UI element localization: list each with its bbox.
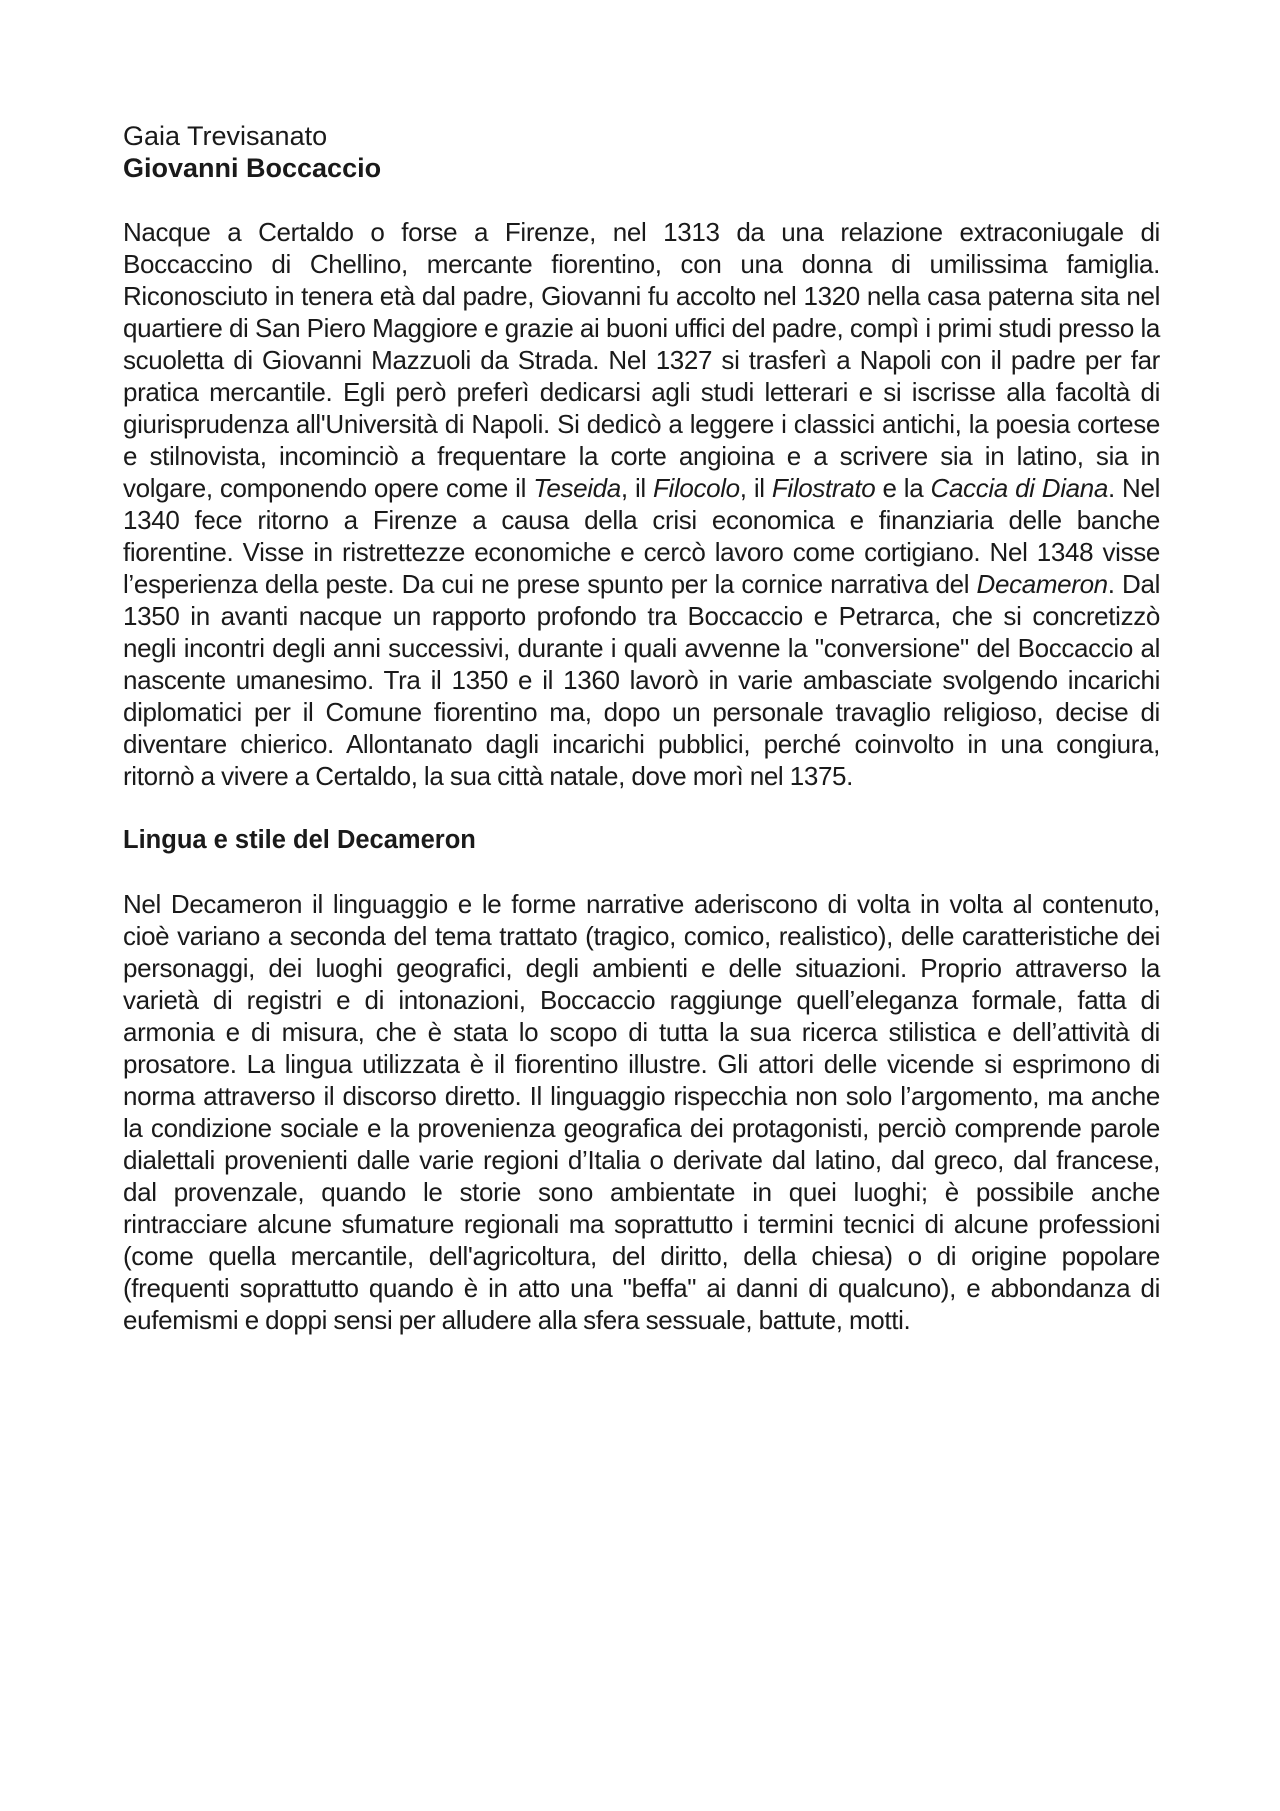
bio-text-2: . Nel 1340 fece ritorno a Firenze a causa della crisi economica e finanziaria delle banche fiorentine. Visse in ristrettezze economiche e cercò lavoro come cortigiano. Nel 1348 visse l’esperienza della peste. Da cui ne prese spunto per la cornice narrativa del bbox=[123, 473, 1161, 599]
bio-separator-2: , il bbox=[739, 473, 772, 503]
work-title-filostrato: Filostrato bbox=[771, 473, 876, 503]
bio-separator-3: e la bbox=[875, 473, 931, 503]
work-title-teseida: Teseida bbox=[533, 473, 621, 503]
bio-text-3: . Dal 1350 in avanti nacque un rapporto profondo tra Boccaccio e Petrarca, che si concretizzò negli incontri degli anni successivi, durante i quali avvenne la "conversione" del Boccaccio al nascente umanesimo. Tra il 1350 e il 1360 lavorò in varie ambasciate svolgendo incarichi diplomatici per il Comune fiorentino ma, dopo un personale travaglio religioso, decise di diventare chierico. Allontanato dagli incarichi pubblici, perché coinvolto in una congiura, ritornò a vivere a Certaldo, la sua città natale, dove morì nel 1375. bbox=[123, 569, 1161, 791]
work-title-decameron: Decameron bbox=[976, 569, 1108, 599]
document-title: Giovanni Boccaccio bbox=[123, 153, 382, 183]
work-title-caccia-di-diana: Caccia di Diana bbox=[930, 473, 1108, 503]
bio-separator-1: , il bbox=[620, 473, 653, 503]
document-page bbox=[123, 120, 1160, 1336]
author-name: Gaia Trevisanato bbox=[123, 121, 328, 151]
bio-text-1: Nacque a Certaldo o forse a Firenze, nel 1313 da una relazione extraconiugale di Boccaccino di Chellino, mercante fiorentino, con una donna di umilissima famiglia. Riconosciuto in tenera età dal padre, Giovanni fu accolto nel 1320 nella casa paterna sita nel quartiere di San Piero Maggiore e grazie ai buoni uffici del padre, compì i primi studi presso la scuoletta di Giovanni Mazzuoli da Strada. Nel 1327 si trasferì a Napoli con il padre per far pratica mercantile. Egli però preferì dedicarsi agli studi letterari e si iscrisse alla facoltà di giurisprudenza all'Università di Napoli. Si dedicò a leggere i classici antichi, la poesia cortese e stilnovista, incominciò a frequentare la corte angioina e a scrivere sia in latino, sia in volgare, componendo opere come il bbox=[123, 217, 1160, 503]
biography-paragraph bbox=[123, 216, 1160, 792]
work-title-filocolo: Filocolo bbox=[653, 473, 740, 503]
section-heading: Lingua e stile del Decameron bbox=[123, 826, 476, 854]
language-style-paragraph: Nel Decameron il linguaggio e le forme narrative aderiscono di volta in volta al contenuto, cioè variano a seconda del tema trattato (tragico, comico, realistico), delle caratteristiche dei personaggi, dei luoghi geografici, degli ambienti e delle situazioni. Proprio attraverso la varietà di registri e di intonazioni, Boccaccio raggiunge quell’eleganza formale, fatta di armonia e di misura, che è stata lo scopo di tutta la sua ricerca stilistica e dell’attività di prosatore. La lingua utilizzata è il fiorentino illustre. Gli attori delle vicende si esprimono di norma attraverso il discorso diretto. Il linguaggio rispecchia non solo l’argomento, ma anche la condizione sociale e la provenienza geografica dei protagonisti, perciò comprende parole dialettali provenienti dalle varie regioni d’Italia o derivate dal latino, dal greco, dal francese, dal provenzale, quando le storie sono ambientate in quei luoghi; è possibile anche rintracciare alcune sfumature regionali ma soprattutto i termini tecnici di alcune professioni (come quella mercantile, dell'agricoltura, del diritto, della chiesa) o di origine popolare (frequenti soprattutto quando è in atto una "beffa" ai danni di qualcuno), e abbondanza di eufemismi e doppi sensi per alludere alla sfera sessuale, battute, motti. bbox=[123, 889, 1160, 1335]
